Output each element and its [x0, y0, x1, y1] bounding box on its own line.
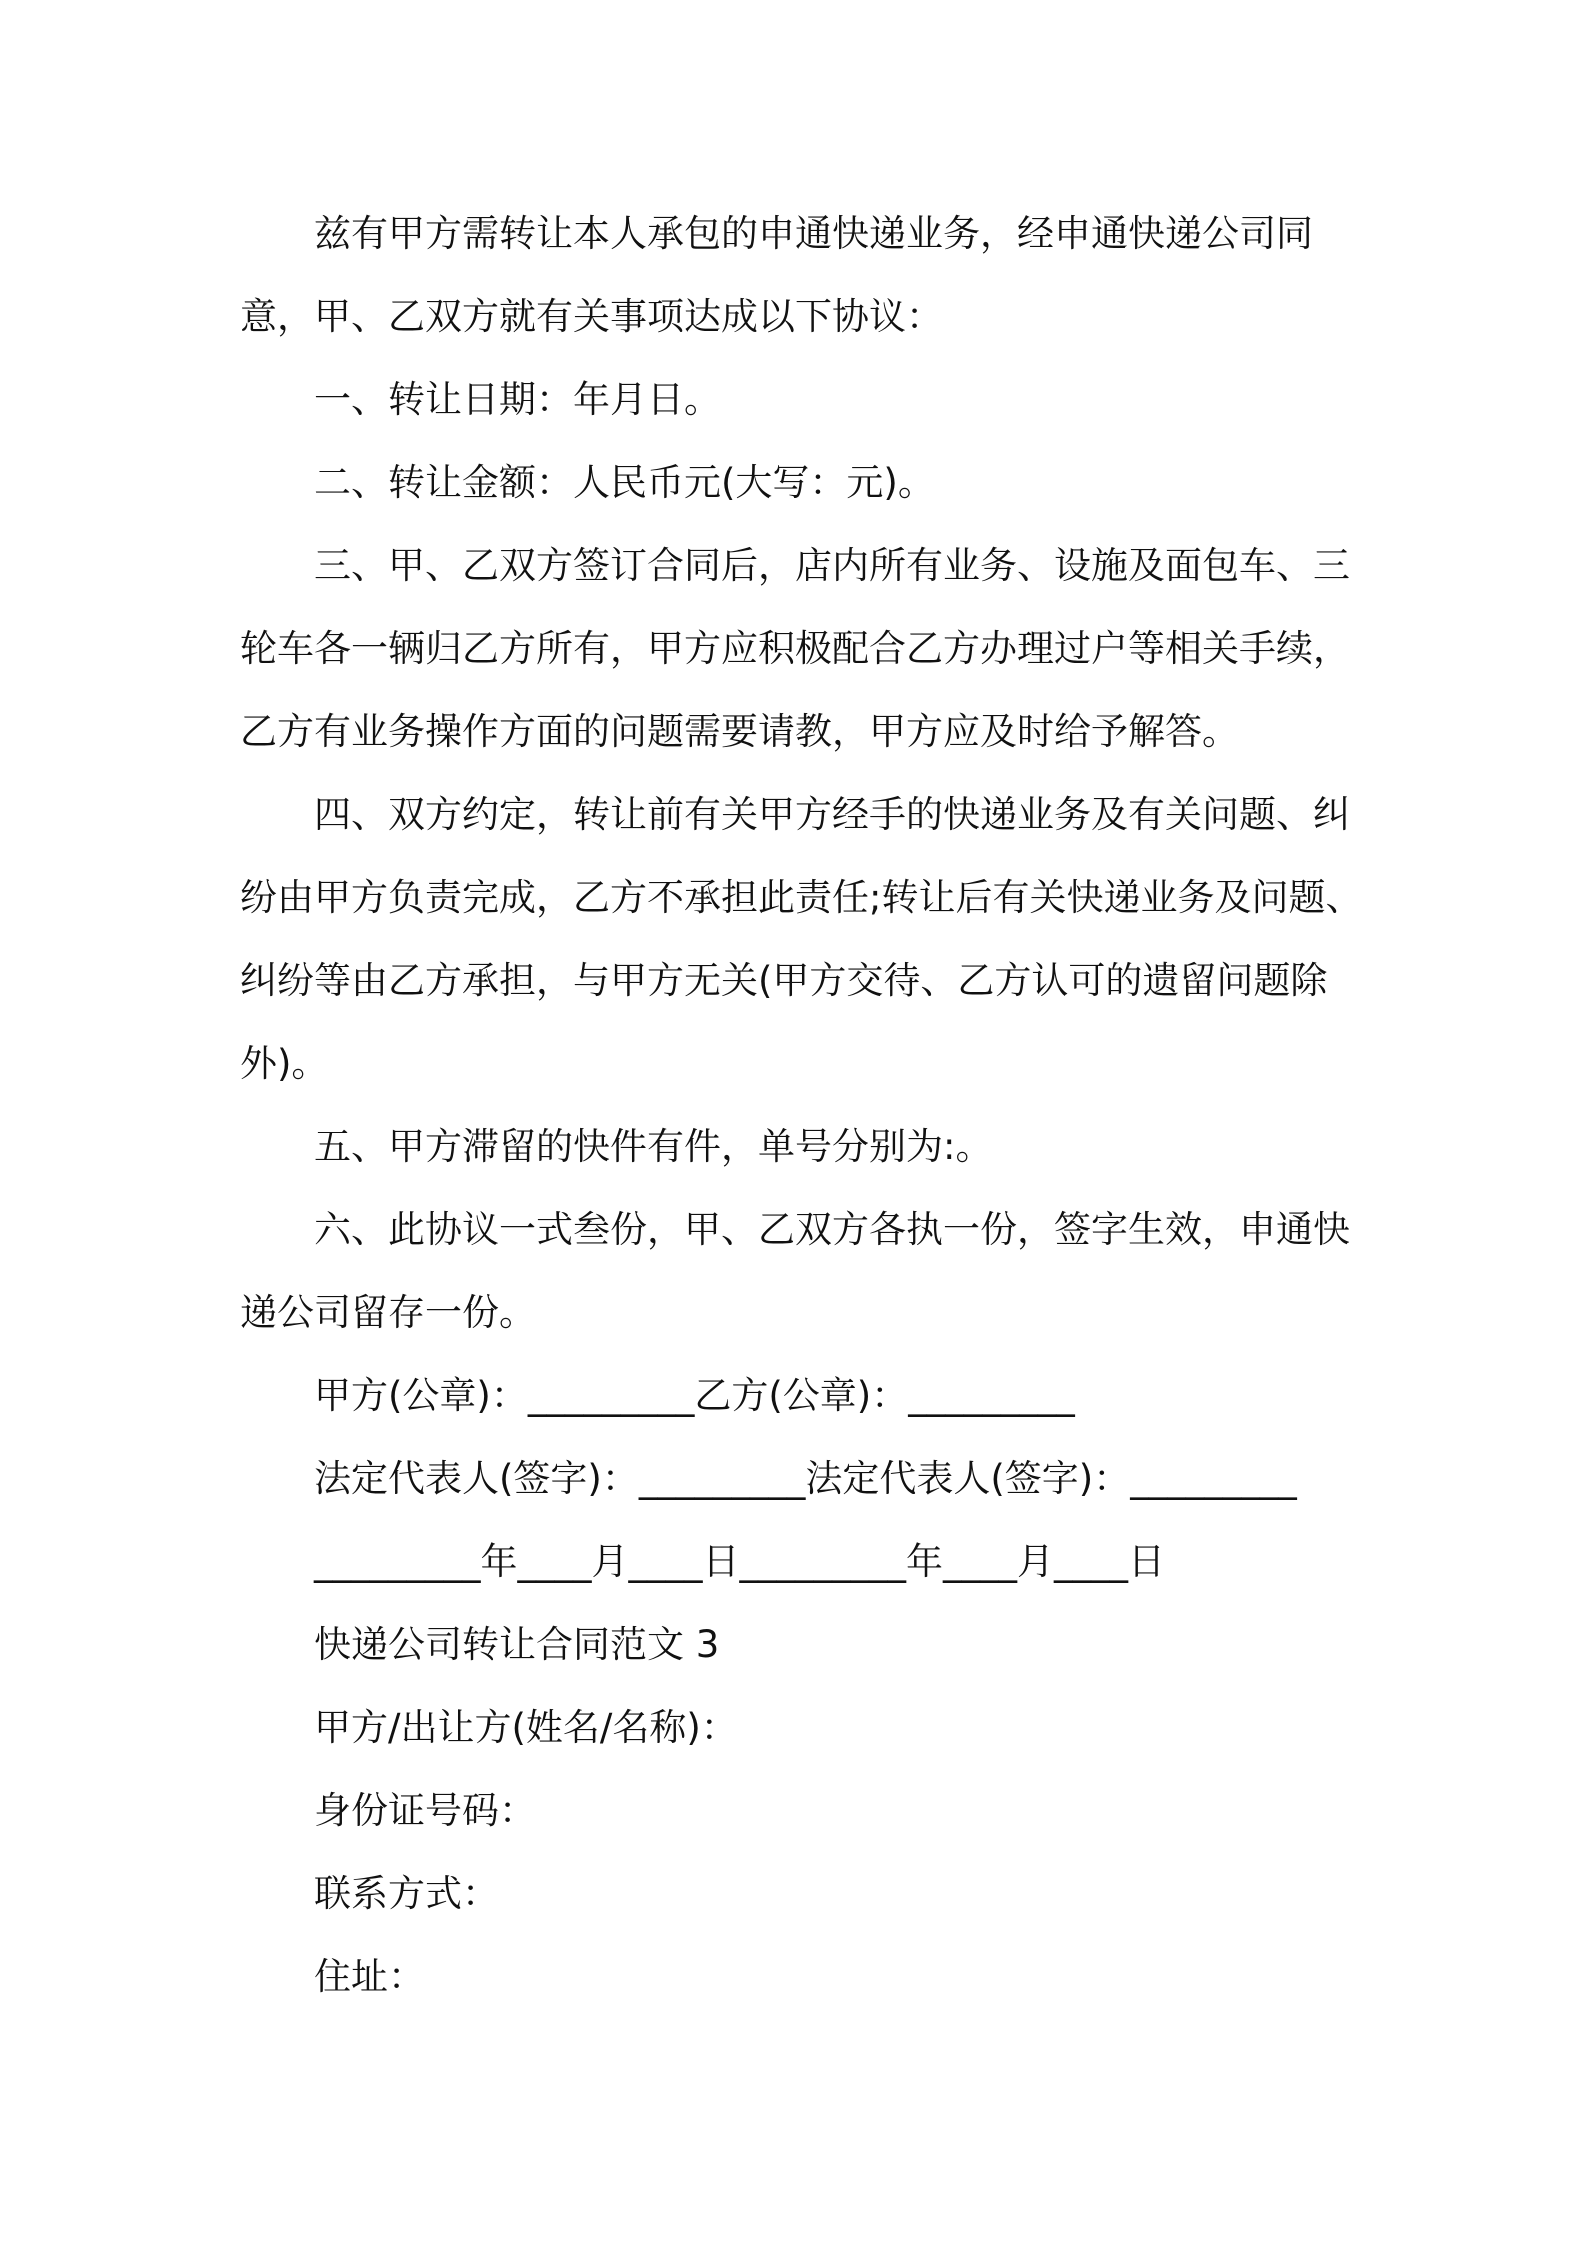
- clause-4-responsibility: 四、双方约定，转让前有关甲方经手的快递业务及有关问题、纠纷由甲方负责完成，乙方不承担此责任;转让后有关快递业务及问题、纠纷等由乙方承担，与甲方无关(甲方交待、乙方认可的遗留问题除外)。: [240, 793, 1363, 1085]
- clause-3-assets: 三、甲、乙双方签订合同后，店内所有业务、设施及面包车、三轮车各一辆归乙方所有，甲方应积极配合乙方办理过户等相关手续，乙方有业务操作方面的问题需要请教，甲方应及时给予解答。: [240, 544, 1350, 753]
- signature-seal-line: 甲方(公章)：_________乙方(公章)：_________: [314, 1374, 1075, 1417]
- field-address: 住址：: [314, 1955, 425, 1998]
- section-title: 快递公司转让合同范文 3: [314, 1623, 720, 1666]
- field-transferor-name: 甲方/出让方(姓名/名称)：: [314, 1706, 738, 1749]
- signature-representative-line: 法定代表人(签字)：_________法定代表人(签字)：_________: [314, 1457, 1297, 1500]
- clause-1-transfer-date: 一、转让日期：年月日。: [314, 378, 721, 421]
- signature-date-line: _________年____月____日_________年____月____日: [314, 1540, 1165, 1583]
- field-contact: 联系方式：: [314, 1872, 499, 1915]
- clause-6-copies: 六、此协议一式叁份，甲、乙双方各执一份，签字生效，申通快递公司留存一份。: [240, 1208, 1350, 1334]
- clause-5-pending-parcels: 五、甲方滞留的快件有件，单号分别为:。: [314, 1125, 993, 1168]
- clause-2-transfer-amount: 二、转让金额：人民币元(大写：元)。: [314, 461, 935, 504]
- paragraph-intro: 兹有甲方需转让本人承包的申通快递业务，经申通快递公司同意，甲、乙双方就有关事项达成以下协议：: [240, 212, 1313, 338]
- document-body: [240, 192, 1370, 2018]
- field-id-number: 身份证号码：: [314, 1789, 536, 1832]
